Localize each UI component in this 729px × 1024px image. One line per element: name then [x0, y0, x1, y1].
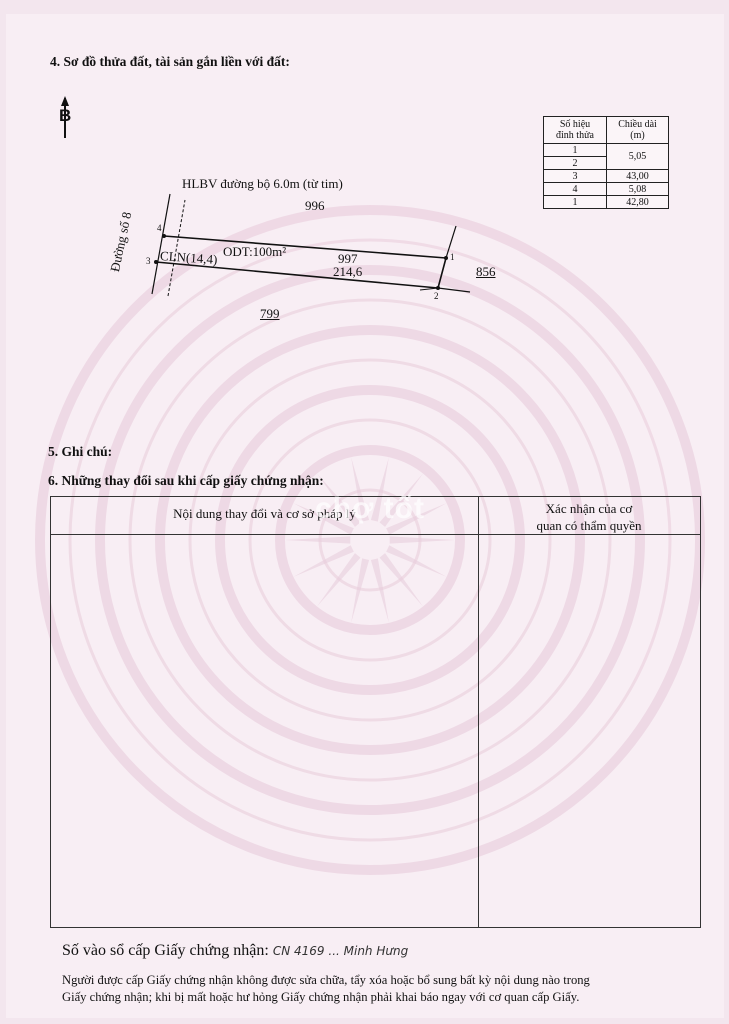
- boundary-length-table: [543, 116, 669, 209]
- footer-line-1: Người được cấp Giấy chứng nhận không được sửa chữa, tẩy xóa hoặc bổ sung bất kỳ nội dung nào trong: [62, 973, 590, 987]
- point-label-4: 4: [157, 223, 162, 233]
- length-header: Chiều dài (m): [607, 117, 669, 144]
- column-divider: [478, 497, 479, 927]
- table-row: 4 5,08: [544, 183, 669, 196]
- registry-line: [62, 942, 408, 960]
- authority-confirmation-header: Xác nhận của cơ quan có thẩm quyền: [536, 501, 642, 533]
- section-5-title: 5. Ghi chú:: [48, 444, 113, 459]
- section-4-title: 4. Sơ đồ thửa đất, tài sản gắn liền với đất:: [50, 54, 290, 69]
- bottom-extension: [420, 288, 438, 290]
- table-header-row: [544, 117, 669, 144]
- parcel-cln: CLN(14,4): [159, 248, 218, 267]
- north-label: B: [59, 106, 72, 125]
- table-row: 2: [544, 157, 669, 170]
- neighbor-line-bottom: [438, 288, 470, 292]
- point-label-1: 1: [450, 252, 455, 262]
- setback-label: HLBV đường bộ 6.0m (từ tim): [182, 176, 343, 191]
- parcel-area: 214,6: [333, 264, 363, 279]
- table-row: 1 5,05: [544, 144, 669, 157]
- header-divider: [51, 534, 700, 535]
- footer-note: [62, 972, 702, 1006]
- watermark-logo: chợ tốt: [315, 492, 425, 525]
- changes-content-header: Nội dung thay đổi và cơ sở pháp lý: [173, 506, 356, 521]
- table-row: 1 42,80: [544, 196, 669, 209]
- neighbor-east: 856: [476, 264, 496, 279]
- changes-table: [50, 496, 701, 928]
- section-6-title: 6. Những thay đổi sau khi cấp giấy chứng nhận:: [48, 473, 324, 488]
- parcel-number: 997: [338, 251, 358, 266]
- footer-line-2: Giấy chứng nhận; khi bị mất hoặc hư hỏng Giấy chứng nhận phải khai báo ngay với cơ quan cấp Giấy.: [62, 990, 580, 1004]
- table-row: 3 43,00: [544, 170, 669, 183]
- north-arrow-icon: [56, 96, 74, 140]
- road-edge-left: [152, 194, 170, 294]
- neighbor-south: 799: [260, 306, 280, 321]
- parcel-right: [438, 258, 446, 288]
- point-label-2: 2: [434, 291, 439, 301]
- registry-value: CN 4169 ... Minh Hưng: [272, 944, 409, 958]
- registry-label: Số vào sổ cấp Giấy chứng nhận:: [62, 942, 269, 959]
- point-label-3: 3: [146, 256, 151, 266]
- neighbor-north: 996: [305, 198, 325, 213]
- road-name: Đường số 8: [107, 210, 135, 274]
- parcel-land-use: ODT:100m²: [223, 244, 287, 259]
- vertex-header: Số hiệu đỉnh thửa: [544, 117, 607, 144]
